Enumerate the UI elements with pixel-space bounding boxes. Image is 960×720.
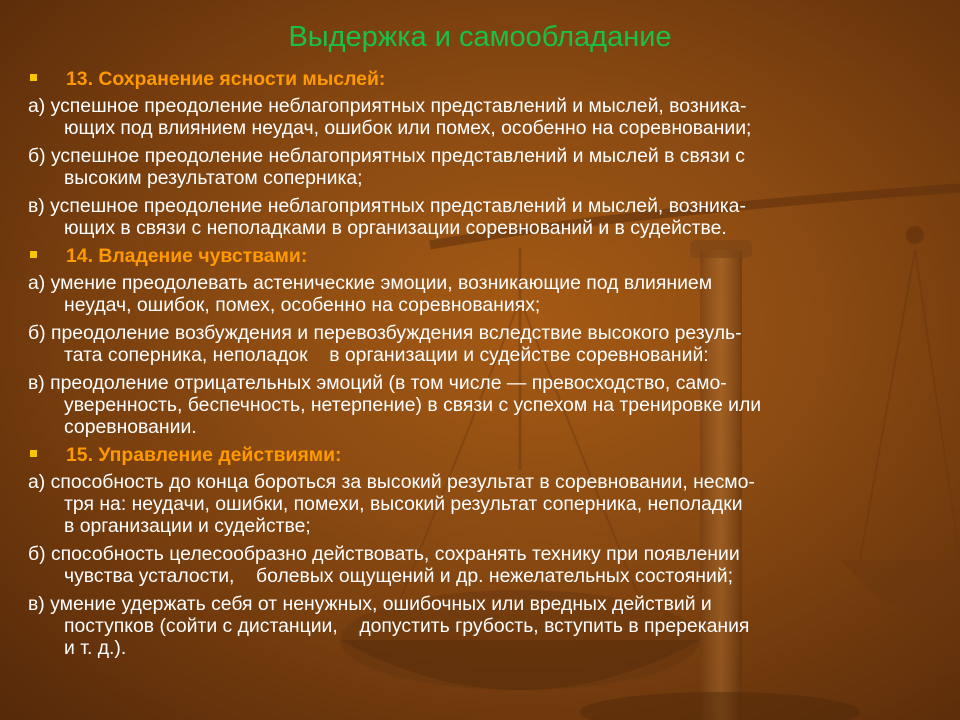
- list-item: [28, 145, 933, 189]
- item-line: поступков (сойти с дистанции, допустить грубость, вступить в пререкания: [64, 615, 750, 637]
- list-item: [28, 593, 933, 659]
- bullet-icon: [30, 251, 37, 258]
- section-heading-text: 13. Сохранение ясности мыслей:: [66, 68, 386, 90]
- item-line: чувства усталости, болевых ощущений и др. нежелательных состояний;: [64, 565, 734, 587]
- item-line: в) преодоление отрицательных эмоций (в том числе — превосходство, само-: [28, 372, 727, 394]
- section-heading-text: 15. Управление действиями:: [66, 444, 342, 466]
- list-item: [28, 272, 933, 316]
- list-item: [28, 471, 933, 537]
- list-item: [28, 195, 933, 239]
- section-heading: [28, 68, 933, 90]
- slide-title: Выдержка и самообладание: [288, 21, 672, 53]
- item-line: б) способность целесообразно действовать, сохранять технику при появлении: [28, 543, 740, 565]
- item-line: в) успешное преодоление неблагоприятных представлений и мыслей, возника-: [28, 195, 746, 217]
- item-line: в организации и судействе;: [64, 515, 311, 537]
- item-line: ющих под влиянием неудач, ошибок или помех, особенно на соревновании;: [64, 117, 752, 139]
- item-line: ющих в связи с неполадками в организации соревнований и в судействе.: [64, 217, 727, 239]
- list-item: [28, 372, 933, 438]
- section-heading: [28, 444, 933, 466]
- item-line: высоким результатом соперника;: [64, 167, 363, 189]
- section-15: [28, 444, 933, 659]
- item-line: тря на: неудачи, ошибки, помехи, высокий результат соперника, неполадки: [64, 493, 743, 515]
- item-line: соревновании.: [64, 416, 197, 438]
- item-line: неудач, ошибок, помех, особенно на соревнованиях;: [64, 294, 541, 316]
- item-line: тата соперника, неполадок в организации и судействе соревнований:: [64, 344, 709, 366]
- item-line: б) преодоление возбуждения и перевозбуждения вследствие высокого резуль-: [28, 322, 742, 344]
- section-heading-text: 14. Владение чувствами:: [66, 245, 308, 267]
- list-item: [28, 322, 933, 366]
- item-line: уверенность, беспечность, нетерпение) в связи с успехом на тренировке или: [64, 394, 762, 416]
- item-line: б) успешное преодоление неблагоприятных представлений и мыслей в связи с: [28, 145, 745, 167]
- bullet-icon: [30, 74, 37, 81]
- section-14: [28, 245, 933, 438]
- list-item: [28, 543, 933, 587]
- list-item: [28, 95, 933, 139]
- section-13: [28, 68, 933, 239]
- item-line: и т. д.).: [64, 637, 127, 659]
- slide-content: [28, 68, 933, 665]
- item-line: а) способность до конца бороться за высокий результат в соревновании, несмо-: [28, 471, 755, 493]
- bullet-icon: [30, 450, 37, 457]
- section-heading: [28, 245, 933, 267]
- item-line: в) умение удержать себя от ненужных, ошибочных или вредных действий и: [28, 593, 712, 615]
- item-line: а) успешное преодоление неблагоприятных представлений и мыслей, возника-: [28, 95, 747, 117]
- item-line: а) умение преодолевать астенические эмоции, возникающие под влиянием: [28, 272, 713, 294]
